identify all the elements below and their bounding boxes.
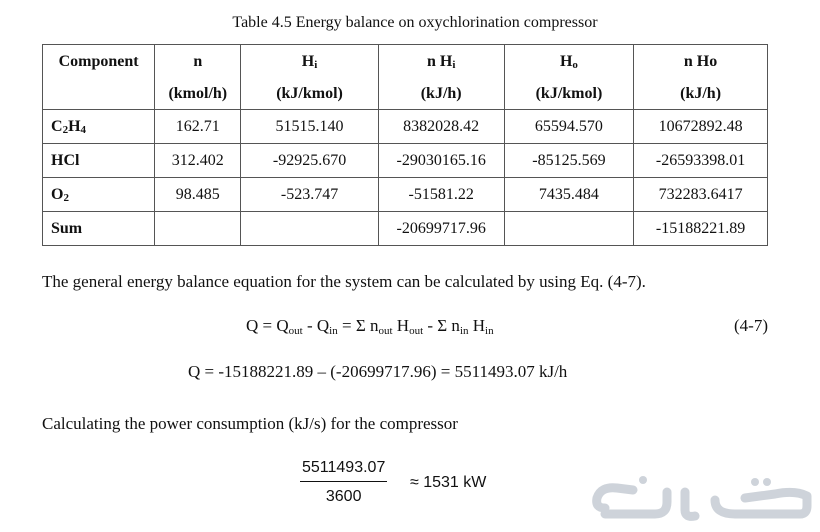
paragraph-power: Calculating the power consumption (kJ/s) for the compressor bbox=[42, 414, 458, 433]
header-nhi: n Hi bbox=[378, 45, 504, 80]
component-cell: HCl bbox=[43, 144, 155, 178]
unit-ho: (kJ/kmol) bbox=[504, 79, 633, 110]
nho-cell: -26593398.01 bbox=[634, 144, 768, 178]
component-cell: Sum bbox=[43, 212, 155, 246]
hi-cell: -523.747 bbox=[241, 178, 378, 212]
equation-number: (4-7) bbox=[734, 316, 768, 335]
energy-balance-table bbox=[42, 44, 768, 246]
ho-cell bbox=[504, 212, 633, 246]
unit-hi: (kJ/kmol) bbox=[241, 79, 378, 110]
component-cell: C2H4 bbox=[43, 110, 155, 144]
table-row-sum bbox=[43, 212, 768, 246]
equation-main: Q = Qout - Qin = Σ nout Hout - Σ nin Hin bbox=[246, 316, 494, 337]
n-cell: 162.71 bbox=[155, 110, 241, 144]
unit-nhi: (kJ/h) bbox=[378, 79, 504, 110]
nhi-cell: 8382028.42 bbox=[378, 110, 504, 144]
table-row bbox=[43, 178, 768, 212]
unit-component bbox=[43, 79, 155, 110]
unit-n: (kmol/h) bbox=[155, 79, 241, 110]
power-result: ≈ 1531 kW bbox=[410, 474, 487, 491]
fraction-denominator: 3600 bbox=[325, 488, 362, 505]
nhi-cell: -20699717.96 bbox=[378, 212, 504, 246]
nho-cell: -15188221.89 bbox=[634, 212, 768, 246]
hi-cell bbox=[241, 212, 378, 246]
power-fraction bbox=[300, 459, 387, 506]
equation-calculation: Q = -15188221.89 – (-20699717.96) = 5511493.07 kJ/h bbox=[188, 362, 568, 381]
fraction-numerator: 5511493.07 bbox=[300, 459, 387, 482]
header-component: Component bbox=[43, 45, 155, 80]
table-row bbox=[43, 110, 768, 144]
haraj-watermark-logo bbox=[585, 470, 815, 530]
ho-cell: -85125.569 bbox=[504, 144, 633, 178]
header-ho: Ho bbox=[504, 45, 633, 80]
nhi-cell: -29030165.16 bbox=[378, 144, 504, 178]
unit-nho: (kJ/h) bbox=[634, 79, 768, 110]
header-hi: Hi bbox=[241, 45, 378, 80]
table-row bbox=[43, 144, 768, 178]
nho-cell: 10672892.48 bbox=[634, 110, 768, 144]
n-cell: 98.485 bbox=[155, 178, 241, 212]
hi-cell: 51515.140 bbox=[241, 110, 378, 144]
n-cell bbox=[155, 212, 241, 246]
ho-cell: 7435.484 bbox=[504, 178, 633, 212]
ho-cell: 65594.570 bbox=[504, 110, 633, 144]
hi-cell: -92925.670 bbox=[241, 144, 378, 178]
table-caption: Table 4.5 Energy balance on oxychlorination compressor bbox=[232, 14, 598, 31]
table-units-row bbox=[43, 79, 768, 110]
n-cell: 312.402 bbox=[155, 144, 241, 178]
table-header-row bbox=[43, 45, 768, 80]
paragraph-energy-balance: The general energy balance equation for the system can be calculated by using Eq. (4-7). bbox=[42, 272, 646, 291]
nho-cell: 732283.6417 bbox=[634, 178, 768, 212]
nhi-cell: -51581.22 bbox=[378, 178, 504, 212]
header-nho: n Ho bbox=[634, 45, 768, 80]
header-n: n bbox=[155, 45, 241, 80]
component-cell: O2 bbox=[43, 178, 155, 212]
